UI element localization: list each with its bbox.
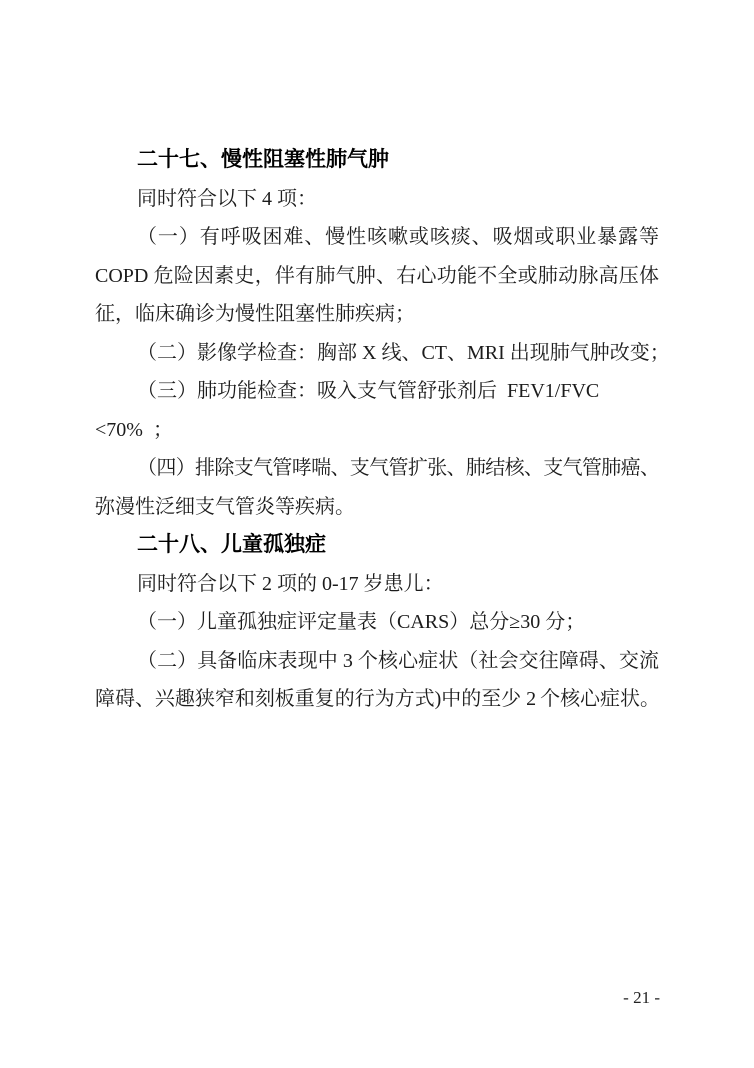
section-27-item-1-line-2: COPD 危险因素史，伴有肺气肿、右心功能不全或肺动脉高压体 xyxy=(95,264,659,287)
section-27-item-1-line-3: 征，临床确诊为慢性阻塞性肺疾病； xyxy=(95,303,415,325)
document-body xyxy=(95,141,670,719)
section-27-item-2: （二）影像学检查：胸部 X 线、CT、MRI 出现肺气肿改变； xyxy=(137,341,670,364)
section-28-item-1: （一）儿童孤独症评定量表（CARS）总分≥30 分； xyxy=(137,611,586,633)
section-28-intro: 同时符合以下 2 项的 0-17 岁患儿： xyxy=(137,572,444,595)
section-27-heading: 二十七、慢性阻塞性肺气肿 xyxy=(137,148,389,171)
section-28-item-2-line-1: （二）具备临床表现中 3 个核心症状（社会交往障碍、交流 xyxy=(137,649,659,672)
section-27-intro: 同时符合以下 4 项： xyxy=(137,187,317,210)
page-number: - 21 - xyxy=(623,988,660,1007)
section-27-item-3-line-1: （三）肺功能检查：吸入支气管舒张剂后 FEV1/FVC xyxy=(137,380,600,402)
section-27-item-4-line-2: 弥漫性泛细支气管炎等疾病。 xyxy=(95,495,355,518)
section-28-heading: 二十八、儿童孤独症 xyxy=(137,533,326,556)
section-27-item-1-line-1: （一）有呼吸困难、慢性咳嗽或咳痰、吸烟或职业暴露等 xyxy=(137,226,659,248)
section-28-item-2-line-2: 障碍、兴趣狭窄和刻板重复的行为方式)中的至少 2 个核心症状。 xyxy=(95,688,659,710)
section-27-item-4-line-1: （四）排除支气管哮喘、支气管扩张、肺结核、支气管肺癌、 xyxy=(137,457,659,479)
section-27-item-3-line-2: <70% ； xyxy=(95,418,173,441)
